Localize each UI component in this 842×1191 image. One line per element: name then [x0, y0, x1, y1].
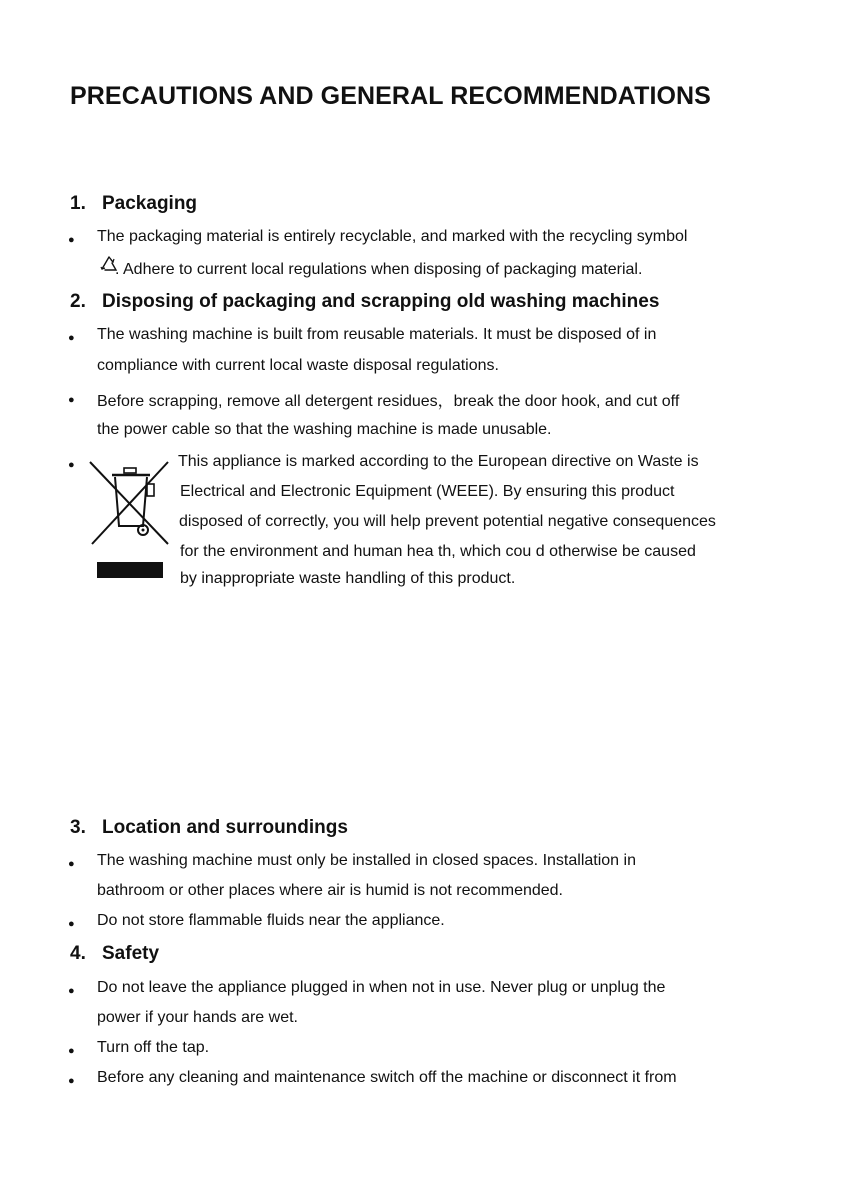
bullet: ●: [68, 459, 75, 471]
bullet: ●: [68, 332, 75, 344]
bullet: ●: [68, 918, 75, 930]
bullet: ●: [68, 394, 75, 406]
text-line: The packaging material is entirely recyclable, and marked with the recycling symbol: [97, 228, 688, 245]
section-number: 3.: [70, 817, 86, 838]
text-line: disposed of correctly, you will help prevent potential negative consequences: [179, 513, 716, 530]
text-line: The washing machine must only be installed in closed spaces. Installation in: [97, 852, 636, 869]
section-number: 1.: [70, 193, 86, 214]
crossed-out-wheelie-bin-icon: [88, 460, 172, 548]
text-line: by inappropriate waste handling of this product.: [180, 570, 516, 587]
section-heading-packaging: [70, 193, 197, 215]
text-line: compliance with current local waste disposal regulations.: [97, 357, 499, 374]
bullet: ●: [68, 985, 75, 997]
section-heading-safety: [70, 943, 159, 965]
bullet: ●: [68, 1075, 75, 1087]
bullet: ●: [68, 858, 75, 870]
text-line: . Adhere to current local regulations when disposing of packaging material.: [115, 261, 643, 278]
text-line: Electrical and Electronic Equipment (WEEE). By ensuring this product: [180, 483, 675, 500]
bullet: ●: [68, 1045, 75, 1057]
text-line: Do not leave the appliance plugged in when not in use. Never plug or unplug the: [97, 979, 666, 996]
text-line: power if your hands are wet.: [97, 1009, 298, 1026]
text-line: for the environment and human hea th, which cou d otherwise be caused: [180, 543, 696, 560]
section-number: 4.: [70, 943, 86, 964]
text-line: bathroom or other places where air is humid is not recommended.: [97, 882, 563, 899]
section-heading-disposing: [70, 291, 659, 313]
bullet: ●: [68, 234, 75, 246]
text-line: Turn off the tap.: [97, 1039, 210, 1056]
section-number: 2.: [70, 291, 86, 312]
text-line: Before any cleaning and maintenance switch off the machine or disconnect it from: [97, 1069, 677, 1086]
section-heading-location: [70, 817, 348, 839]
section-title: Packaging: [102, 193, 198, 214]
text-line: the power cable so that the washing machine is made unusable.: [97, 421, 552, 438]
text-line: This appliance is marked according to the European directive on Waste is: [178, 453, 699, 470]
section-title: Location and surroundings: [102, 817, 348, 838]
text-line: The washing machine is built from reusable materials. It must be disposed of in: [97, 326, 657, 343]
section-title: Disposing of packaging and scrapping old washing machines: [102, 291, 660, 312]
section-title: Safety: [102, 943, 160, 964]
weee-black-bar: [97, 562, 163, 578]
text-line: Do not store flammable fluids near the appliance.: [97, 912, 445, 929]
text-line: Before scrapping, remove all detergent residues，break the door hook, and cut off: [97, 393, 680, 410]
page-title: PRECAUTIONS AND GENERAL RECOMMENDATIONS: [70, 82, 711, 110]
